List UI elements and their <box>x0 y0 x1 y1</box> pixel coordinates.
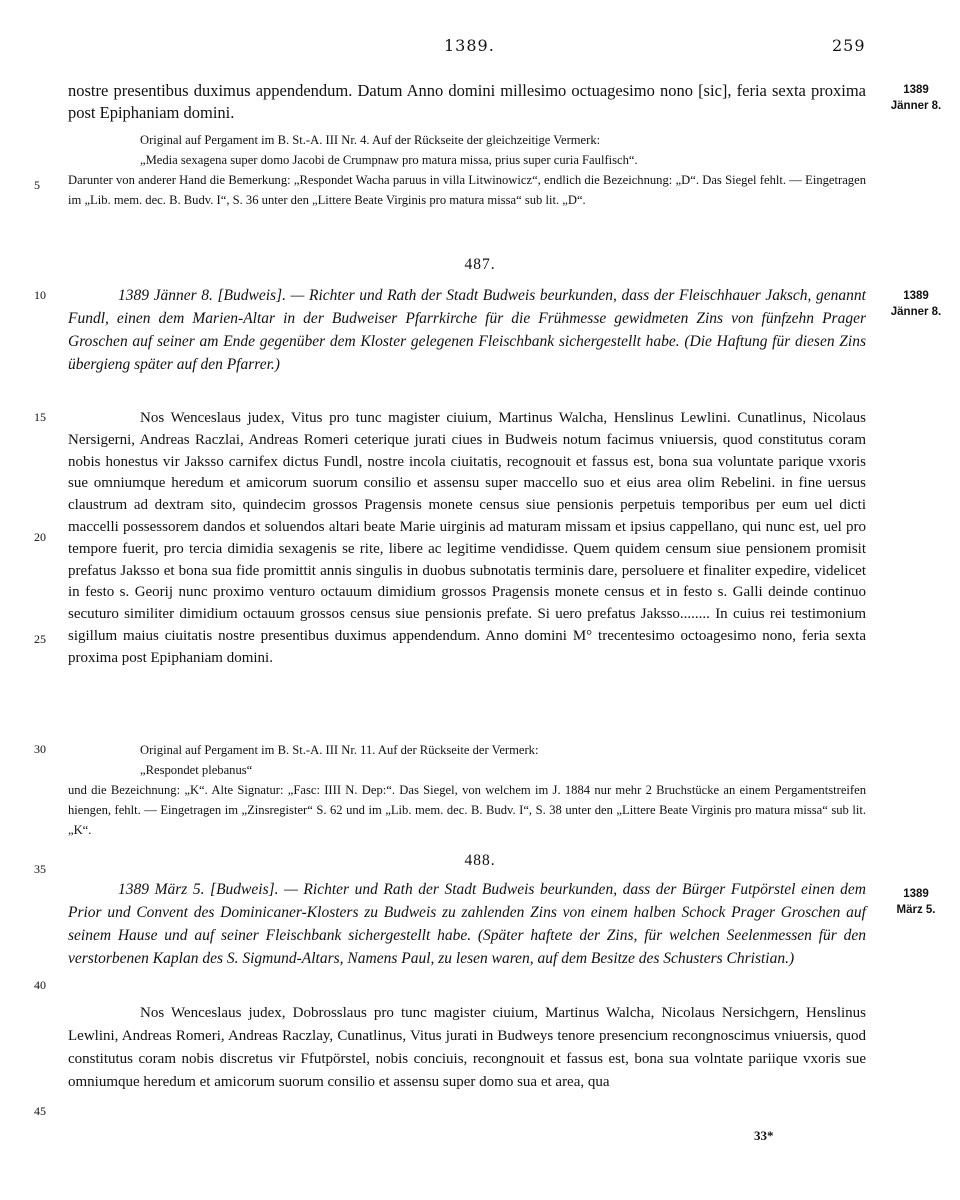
running-header-year: 1389. <box>444 36 495 55</box>
line-number: 25 <box>34 632 46 646</box>
line-number: 45 <box>34 1104 46 1118</box>
line-number: 30 <box>34 742 46 756</box>
line-number: 10 <box>34 288 46 302</box>
source-note: Darunter von anderer Hand die Bemerkung: „Respondet Wacha paruus in villa Litwinowicz“, endlich die Bezeichnung: „D“. Das Siegel fehlt. — Eingetragen im „Lib. mem. dec. B. Budv. I“, S. 36 unter den „Littere Beate Virginis pro matura missa“ sub lit. „D“. <box>68 173 866 207</box>
charter-text: Nos Wenceslaus judex, Dobrosslaus pro tunc magister ciuium, Martinus Walcha, Nicolaus Nersichgern, Henslinus Lewlini, Andreas Romeri, Andreas Raczlay, Cunatlinus, Vitus jurati in Budweys tenore presencium recongnoscimus vniuersis, quod constitutus coram nobis discretus vir Ffutpörstel, nobis conciuis, recongnouit et fassus est, bona sua volntate pariique vxoris sue omniumque heredum et amicorum suorum consilio et assensu super domo sua et area, qua <box>68 1005 866 1090</box>
charter-text: Nos Wenceslaus judex, Vitus pro tunc magister ciuium, Martinus Walcha, Henslinus Lewlini. Cunatlinus, Nicolaus Nersigerni, Andreas Raczlai, Andreas Romeri ceterique jurati ciues in Budweis notum facimus vniuersis, quod constitutus coram nobis honestus vir Jaksso carnifex dictus Fundl, nostre incola ciuitatis, recognouit et fassus est, bona sua voluntate parique vxoris sue omniumque heredum et amicorum suorum consilio et assensu super maccello suo et eius area olim Rebelini. in fine uersus claustrum ad dextram sito, quindecim grossos Pragensis monete census siue pensionis perpetuis temporibus per eum uel dicti maccelli possessorem dandos et soluendos altari beate Marie uirginis ad maturam missam et ipsius cappellano, qui nunc est, uel pro tempore fuerit, pro tercia dimidia sexagenis se rite, libere ac legitime vendidisse. Quem quidem censum siue pensionem promisit prefatus Jaksso et bona sua fide promittit annis singulis in duobus subnotatis terminis dare, persoluere et finaliter expedire, videlicet in festo s. Georij nunc proximo venturo octauum dimidium grossos Pragensis monete census et in festo s. Galli deinde continuo secuturo similiter dimidium octauum grossos census siue pensionis prefate. Si uero prefatus Jaksso........ In cuius rei testimonium sigillum maius ciuitatis nostre presentibus duximus appendendum. Anno domini M° trecentesimo octoagesimo nono, feria sexta proxima post Epiphaniam domini. <box>68 410 866 666</box>
sheet-signature: 33* <box>754 1128 774 1143</box>
line-number: 35 <box>34 862 46 876</box>
document-regest: 1389 März 5. [Budweis]. — Richter und Rath der Stadt Budweis beurkunden, dass der Bürger Futpörstel einen dem Prior und Convent des Dominicaner-Klosters zu Budweis zu zahlenden Zins von einem halben Schock Prager Groschen auf seinem Hause und auf seiner Fleischbank sichergestellt habe. (Später haftete der Zins, für welchen Seelenmessen für den verstorbenen Kaplan des S. Sigmund-Altars, Namens Paul, zu lesen waren, auf dem Besitze des Schusters Christian.) <box>68 881 866 967</box>
line-number: 40 <box>34 978 46 992</box>
document-charter <box>68 1002 866 1094</box>
charter-text: nostre presentibus duximus appendendum. Datum Anno domini millesimo octuagesimo nono [sic], feria sexta proxima post Epiphaniam domini. <box>68 81 866 122</box>
source-note: Original auf Pergament im B. St.-A. III Nr. 4. Auf der Rückseite der gleichzeitige Vermerk: <box>140 133 601 147</box>
source-note: und die Bezeichnung: „K“. Alte Signatur: „Fasc: IIII N. Dep:“. Das Siegel, von welchem im J. 1884 nur mehr 2 Bruchstücke an einem Pergamentstreifen hiengen, fehlt. — Eingetragen im „Zinsregister“ S. 62 und im „Lib. mem. dec. B. Budv. I“, S. 38 unter den „Littere Beate Virginis pro matura missa“ sub lit. „K“. <box>68 783 866 837</box>
source-note: „Media sexagena super domo Jacobi de Crumpnaw pro matura missa, prius super curia Faulfisch“. <box>140 153 638 167</box>
source-note: „Respondet plebanus“ <box>140 763 253 777</box>
document-charter <box>68 408 866 670</box>
document-regest: 1389 Jänner 8. [Budweis]. — Richter und Rath der Stadt Budweis beurkunden, dass der Fleischhauer Jaksch, genannt Fundl, einen dem Marien-Altar in der Budweiser Pfarrkirche für die Frühmesse gewidmeten Zins von fünfzehn Prager Groschen auf seiner am Ende gegenüber dem Kloster gelegenen Fleischbank sichergestellt habe. (Die Haftung für diesen Zins übergieng später auf den Pfarrer.) <box>68 287 866 373</box>
document-number: 487. <box>464 256 496 273</box>
page-number: 259 <box>832 36 866 55</box>
line-number: 20 <box>34 530 46 544</box>
line-number: 15 <box>34 410 46 424</box>
document-number: 488. <box>464 852 496 869</box>
margin-date-note: 1389 Jänner 8. <box>890 84 942 112</box>
line-number: 5 <box>34 178 40 192</box>
margin-date-note: 1389 Jänner 8. <box>890 290 942 318</box>
previous-document-notes <box>68 130 866 210</box>
margin-date-note: 1389 März 5. <box>896 888 936 916</box>
document-notes <box>68 740 866 840</box>
previous-document-end <box>68 80 866 124</box>
source-note: Original auf Pergament im B. St.-A. III Nr. 11. Auf der Rückseite der Vermerk: <box>140 743 539 757</box>
